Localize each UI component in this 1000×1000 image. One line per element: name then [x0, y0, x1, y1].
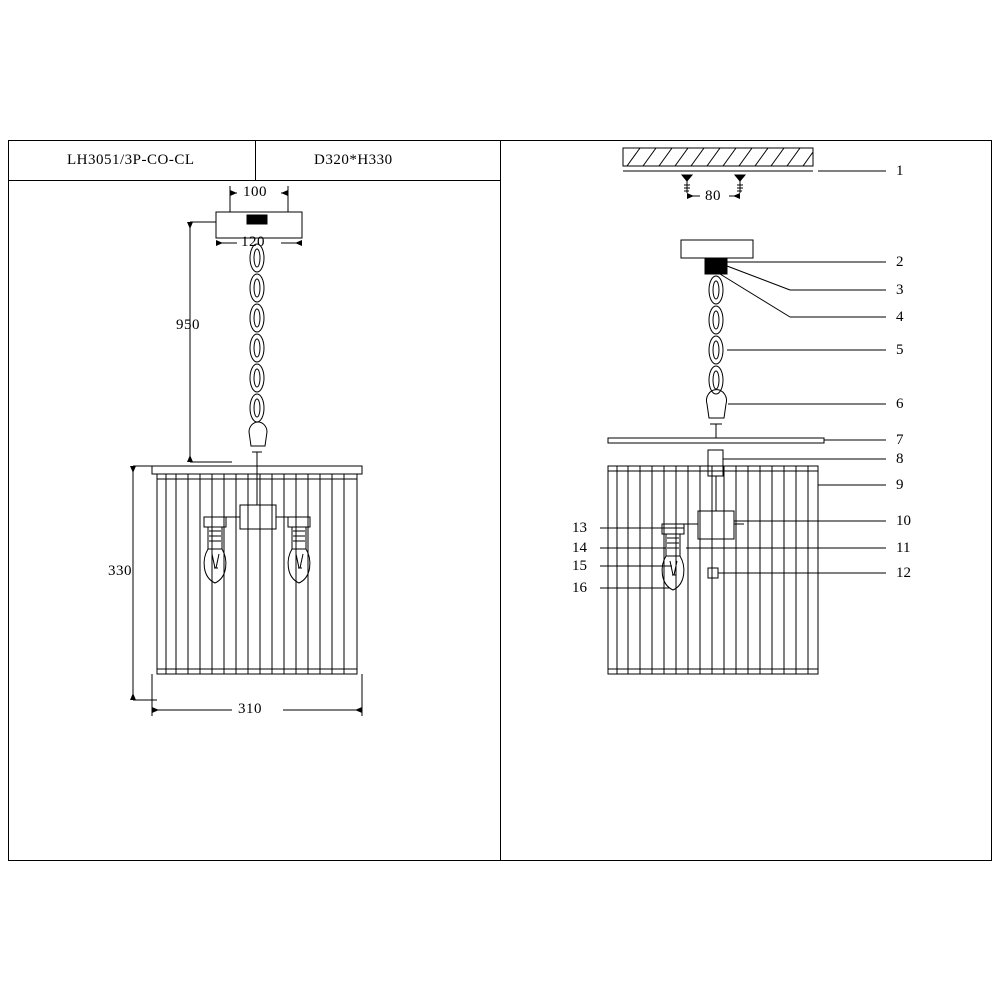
callout-5: 5 [896, 342, 904, 358]
dim-drop-height: 950 [176, 317, 200, 333]
dim-ceiling-80: 80 [705, 188, 721, 204]
callout-7: 7 [896, 432, 904, 448]
callout-14: 14 [572, 540, 587, 556]
callout-10: 10 [896, 513, 911, 529]
callout-11: 11 [896, 540, 911, 556]
callout-15: 15 [572, 558, 587, 574]
callout-2: 2 [896, 254, 904, 270]
dim-canopy-width-bottom: 120 [241, 234, 265, 250]
callout-1: 1 [896, 163, 904, 179]
callout-13: 13 [572, 520, 587, 536]
callout-3: 3 [896, 282, 904, 298]
dim-shade-height: 330 [108, 563, 132, 579]
callout-9: 9 [896, 477, 904, 493]
callout-12: 12 [896, 565, 911, 581]
size-code-label: D320*H330 [314, 152, 393, 168]
callout-4: 4 [896, 309, 904, 325]
dim-shade-diameter: 310 [238, 701, 262, 717]
model-code-label: LH3051/3P-CO-CL [67, 152, 195, 168]
callout-6: 6 [896, 396, 904, 412]
callout-16: 16 [572, 580, 587, 596]
dim-canopy-width-top: 100 [243, 184, 267, 200]
callout-8: 8 [896, 451, 904, 467]
